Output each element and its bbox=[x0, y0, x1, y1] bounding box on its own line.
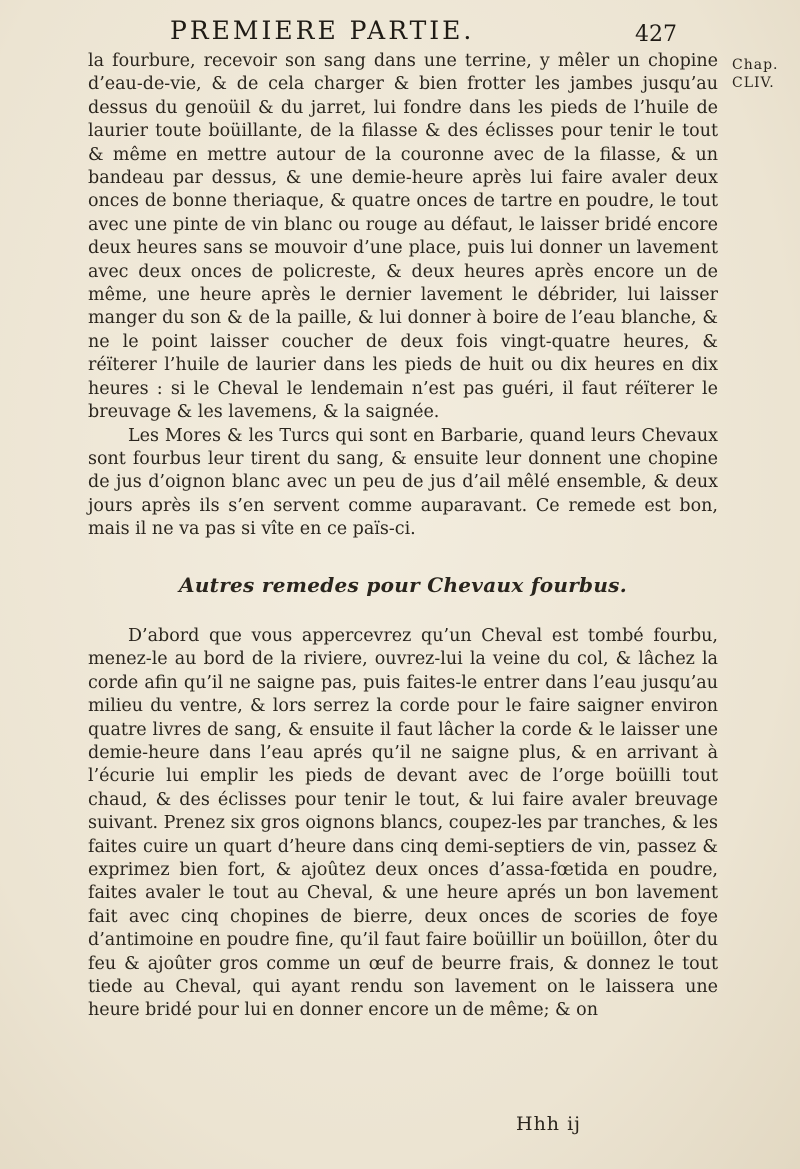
signature-mark: Hhh ij bbox=[516, 1113, 582, 1135]
page-number: 427 bbox=[635, 22, 677, 47]
paragraph-1: la fourbure, recevoir son sang dans une terrine, y mêler un chopine d’eau-de-vie, & de cela charger & bien frotter les jambes jusqu’au dessus du genoüil & du jarret, lui fondre dans les pieds de l’huile de laurier toute boüillante, de la filasse & des éclisses pour tenir le tout & même en mettre autour de la couronne avec de la filasse, & un bandeau par dessus, & une demie-heure après lui faire avaler deux onces de bonne theriaque, & quatre onces de tartre en poudre, le tout avec une pinte de vin blanc ou rouge au défaut, le laisser bridé encore deux heures sans se mouvoir d’une place, puis lui donner un lavement avec deux onces de policreste, & deux heures après encore un de même, une heure après le dernier lavement le débrider, lui laisser manger du son & de la paille, & lui donner à boire de l’eau blanche, & ne le point laisser coucher de deux fois vingt-quatre heures, & réïterer l’huile de laurier dans les pieds de huit ou dix heures en dix heures : si le Cheval le lendemain n’est pas guéri, il faut réïterer le breuvage & les lavemens, & la saignée. bbox=[88, 51, 718, 423]
section-heading: Autres remedes pour Chevaux fourbus. bbox=[179, 572, 627, 597]
running-title: PREMIERE PARTIE. bbox=[170, 16, 475, 45]
paragraph-3: D’abord que vous appercevrez qu’un Cheval est tombé fourbu, menez-le au bord de la riviere, ouvrez-lui la veine du col, & lâchez la corde afin qu’il ne saigne pas, puis faites-le entrer dans l’eau jusqu’au milieu du ventre, & lors serrez la corde pour le faire saigner environ quatre livres de sang, & ensuite il faut lâcher la corde & le laisser une demie-heure dans l’eau aprés qu’il ne saigne plus, & en arrivant à l’écurie lui emplir les pieds de devant avec de l’orge boüilli tout chaud, & des éclisses pour tenir le tout, & lui faire avaler breuvage suivant. Prenez six gros oignons blancs, coupez-les par tranches, & les faites cuire un quart d’heure dans cinq demi-septiers de vin, passez & exprimez bien fort, & ajoûtez deux onces d’assa-fœtida en poudre, faites avaler le tout au Cheval, & une heure aprés un bon lavement fait avec cinq chopines de bierre, deux onces de scories de foye d’antimoine en poudre fine, qu’il faut faire boüillir un boüillon, ôter du feu & ajoûter gros comme un œuf de beurre frais, & donnez le tout tiede au Cheval, qui ayant rendu son lavement on le laissera une heure bridé pour lui en donner encore un de même; & on bbox=[88, 625, 718, 1021]
chapter-number: CLIV. bbox=[732, 75, 775, 91]
chapter-label: Chap. bbox=[732, 57, 779, 73]
paragraph-2: Les Mores & les Turcs qui sont en Barbarie, quand leurs Chevaux sont fourbus leur tirent du sang, & ensuite leur donnent une chopine de jus d’oignon blanc avec un peu de jus d’ail mêlé ensemble, & deux jours après ils s’en servent comme auparavant. Ce remede est bon, mais il ne va pas si vîte en ce païs-ci. bbox=[88, 425, 718, 540]
main-text bbox=[88, 50, 718, 1023]
margin-note bbox=[732, 56, 779, 92]
